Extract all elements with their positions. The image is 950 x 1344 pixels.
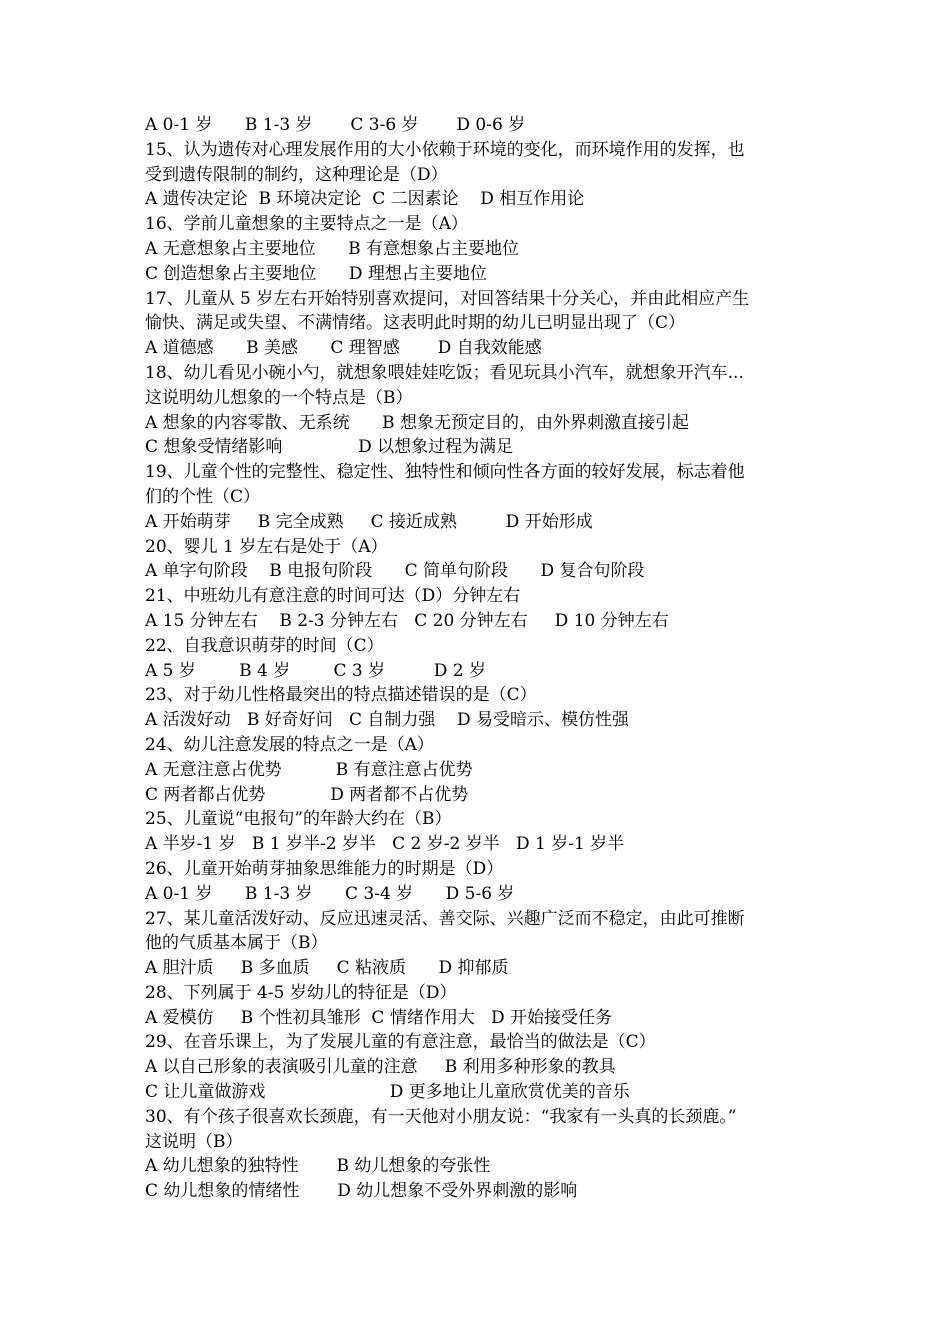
question-18-line-1: 18、幼儿看见小碗小勺，就想象喂娃娃吃饭；看见玩具小汽车，就想象开汽车... <box>145 362 744 383</box>
question-19-line-2: 们的个性（C） <box>145 486 261 507</box>
question-24-options-1: A 无意注意占优势 B 有意注意占优势 <box>145 759 473 780</box>
question-23-options: A 活泼好动 B 好奇好问 C 自制力强 D 易受暗示、模仿性强 <box>145 710 630 731</box>
question-29-options-2: C 让儿童做游戏 D 更多地让儿童欣赏优美的音乐 <box>145 1082 630 1103</box>
question-26: 26、儿童开始萌芽抽象思维能力的时期是（D） <box>145 858 504 879</box>
document-body <box>145 113 815 1204</box>
question-18-options-1: A 想象的内容零散、无系统 B 想象无预定目的，由外界刺激直接引起 <box>145 412 689 433</box>
question-26-options: A 0-1 岁 B 1-3 岁 C 3-4 岁 D 5-6 岁 <box>145 883 515 904</box>
question-17-options: A 道德感 B 美感 C 理智感 D 自我效能感 <box>145 338 542 359</box>
question-27-line-2: 他的气质基本属于（B） <box>145 933 328 954</box>
question-22-options: A 5 岁 B 4 岁 C 3 岁 D 2 岁 <box>145 660 486 681</box>
question-20-options: A 单字句阶段 B 电报句阶段 C 简单句阶段 D 复合句阶段 <box>145 561 645 582</box>
question-30-options-1: A 幼儿想象的独特性 B 幼儿想象的夸张性 <box>145 1156 491 1177</box>
question-25: 25、儿童说“电报句”的年龄大约在（B） <box>145 809 452 830</box>
question-25-options: A 半岁-1 岁 B 1 岁半-2 岁半 C 2 岁-2 岁半 D 1 岁-1 岁半 <box>145 834 625 855</box>
question-22: 22、自我意识萌芽的时间（C） <box>145 635 384 656</box>
question-16: 16、学前儿童想象的主要特点之一是（A） <box>145 214 468 235</box>
question-30-line-1: 30、有个孩子很喜欢长颈鹿，有一天他对小朋友说：“我家有一头真的长颈鹿。” <box>145 1106 737 1127</box>
question-15-line-2: 受到遗传限制的制约，这种理论是（D） <box>145 164 448 185</box>
question-24: 24、幼儿注意发展的特点之一是（A） <box>145 734 434 755</box>
question-20: 20、婴儿 1 岁左右是处于（A） <box>145 536 388 557</box>
question-15-options: A 遗传决定论 B 环境决定论 C 二因素论 D 相互作用论 <box>145 189 585 210</box>
question-19-line-1: 19、儿童个性的完整性、稳定性、独特性和倾向性各方面的较好发展，标志着他 <box>145 462 745 483</box>
question-30-options-2: C 幼儿想象的情绪性 D 幼儿想象不受外界刺激的影响 <box>145 1181 578 1202</box>
question-27-options: A 胆汁质 B 多血质 C 粘液质 D 抑郁质 <box>145 958 509 979</box>
question-29-options-1: A 以自己形象的表演吸引儿童的注意 B 利用多种形象的教具 <box>145 1057 616 1078</box>
question-19-options: A 开始萌芽 B 完全成熟 C 接近成熟 D 开始形成 <box>145 511 593 532</box>
question-21: 21、中班幼儿有意注意的时间可达（D）分钟左右 <box>145 586 521 607</box>
question-17-line-1: 17、儿童从 5 岁左右开始特别喜欢提问，对回答结果十分关心，并由此相应产生 <box>145 288 750 309</box>
question-17-line-2: 愉快、满足或失望、不满情绪。这表明此时期的幼儿已明显出现了（C） <box>145 313 686 334</box>
question-15-line-1: 15、认为遗传对心理发展作用的大小依赖于环境的变化，而环境作用的发挥，也 <box>145 139 745 160</box>
question-28: 28、下列属于 4-5 岁幼儿的特征是（D） <box>145 982 457 1003</box>
question-28-options: A 爱模仿 B 个性初具雏形 C 情绪作用大 D 开始接受任务 <box>145 1007 613 1028</box>
question-23: 23、对于幼儿性格最突出的特点描述错误的是（C） <box>145 685 537 706</box>
question-21-options: A 15 分钟左右 B 2-3 分钟左右 C 20 分钟左右 D 10 分钟左右 <box>145 610 669 631</box>
question-18-line-2: 这说明幼儿想象的一个特点是（B） <box>145 387 413 408</box>
text-line: A 0-1 岁 B 1-3 岁 C 3-6 岁 D 0-6 岁 <box>145 115 526 135</box>
question-24-options-2: C 两者都占优势 D 两者都不占优势 <box>145 784 469 805</box>
question-29: 29、在音乐课上，为了发展儿童的有意注意，最恰当的做法是（C） <box>145 1032 656 1053</box>
question-30-line-2: 这说明（B） <box>145 1131 243 1152</box>
question-27-line-1: 27、某儿童活泼好动、反应迅速灵活、善交际、兴趣广泛而不稳定，由此可推断 <box>145 908 745 929</box>
question-16-options-2: C 创造想象占主要地位 D 理想占主要地位 <box>145 263 487 284</box>
question-16-options-1: A 无意想象占主要地位 B 有意想象占主要地位 <box>145 238 519 259</box>
question-18-options-2: C 想象受情绪影响 D 以想象过程为满足 <box>145 437 514 458</box>
